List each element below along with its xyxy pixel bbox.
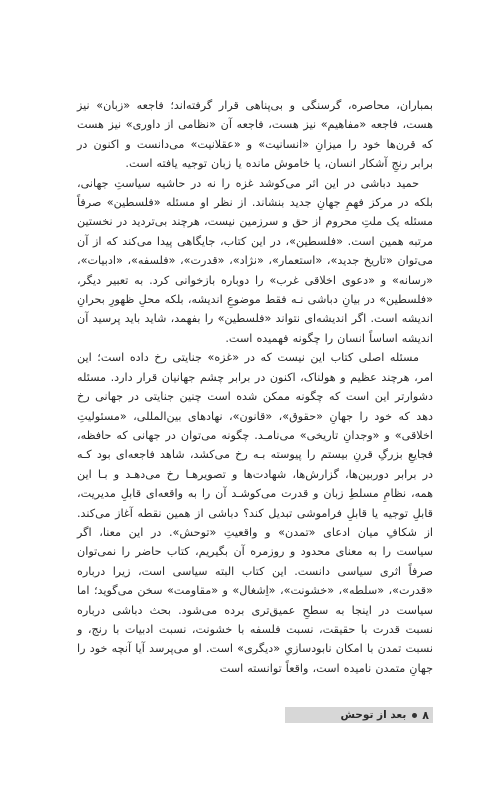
paragraph-3: مسئله اصلی کتاب این نیست که در «غزه» جنایتی رخ داده است؛ این امر، هرچند عظیم و هولناک، اکنون در برابر چشم جهانیان قرار دارد. مسئله دشوارتر این است که چگونه ممکن شده است چنین جنایتی در جهانی رخ دهد که خود را جهانِ «حقوق»، «قانون»، نهادهای بین‌المللی، «مسئولیتِ اخلاقی» و «وجدانِ تاریخی» می‌نامـد. چگونه می‌توان در جهانی که حافظه، فجایعِ بزرگِ قرنِ بیستم را پیوسته بـه رخ می‌کشد، شاهد فاجعه‌ای بود کـه در برابر دوربین‌ها، گزارش‌ها، شهادت‌ها و تصویرهـا رخ می‌دهـد و بـا این همه، نظامِ مسلطِ زبان و قدرت می‌کوشـد آن را به واقعه‌ای قابلِ مدیریت، قابلِ توجیه یا قابلِ فراموشی تبدیل کند؟ دباشی از همین نقطه آغاز می‌کند. از شکافِ میان ادعای «تمدن» و واقعیتِ «توحش». در این معنا، اگر سیاست را به معنای محدود و روزمره آن بگیریم، کتاب حاضر را نمی‌توان صرفاً اثری سیاسی دانست. این کتاب البته سیاسی است، زیرا درباره «قدرت»، «سلطه»، «خشونت»، «اِشغال» و «مقاومت» سخن می‌گوید؛ اما سیاست در اینجا به سطحِ عمیق‌تری برده می‌شود. بحث دباشی درباره نسبت قدرت با حقیقت، نسبت فلسفه با خشونت، نسبت ادبیات با رنج، و نسبت تمدن با امکان نابودسازیِ «دیگری» است. او می‌پرسد آیا آنچه خود را جهانِ متمدن نامیده است، واقعاً توانسته است — [77, 351, 433, 675]
page-footer — [285, 707, 433, 723]
bullet-dot-icon — [412, 713, 417, 718]
running-title: بعد از توحش — [340, 709, 407, 721]
paragraph-1: بمباران، محاصره، گرسنگی و بی‌پناهی قرار گرفته‌اند؛ فاجعه «زبان» نیز هست، فاجعه «مفاهیم» نیز هست، فاجعه آن «نظامی از داوری» نیز هست که قرن‌ها خود را میزانِ «انسانیت» و «عقلانیت» می‌دانست و اکنون در برابر رنجِ آشکار انسان، یا خاموش مانده یا زبان توجیه یافته است. — [77, 99, 433, 171]
paragraph-2: حمید دباشی در این اثر می‌کوشد غزه را نه در حاشیه سیاستِ جهانی، بلکه در مرکز فهمِ جهانِ جدید بنشاند. از نظر او مسئله «فلسطین» صرفاً مسئله یک ملتِ محروم از حق و سرزمین نیست، هرچند بی‌تردید در نخستین مرتبه همین است. «فلسطین»، در این کتاب، جایگاهی پیدا می‌کند که از آن می‌توان «تاریخ جدید»، «استعمار»، «نژاد»، «قدرت»، «فلسفه»، «ادبیات»، «رسانه» و «دعوی اخلاقی غرب» را دوباره بازخوانی کرد. به تعبیر دیگر، «فلسطین» در بیانِ دباشی نـه فقط موضوعِ اندیشه، بلکه محلِ ظهورِ بحرانِ اندیشه است. اگر اندیشه‌ای نتواند «فلسطین» را بفهمد، شاید باید پرسید آن اندیشه اساساً انسان را چگونه فهمیده است. — [77, 176, 433, 345]
body-text — [77, 96, 433, 678]
page-number: ۸ — [422, 708, 429, 722]
